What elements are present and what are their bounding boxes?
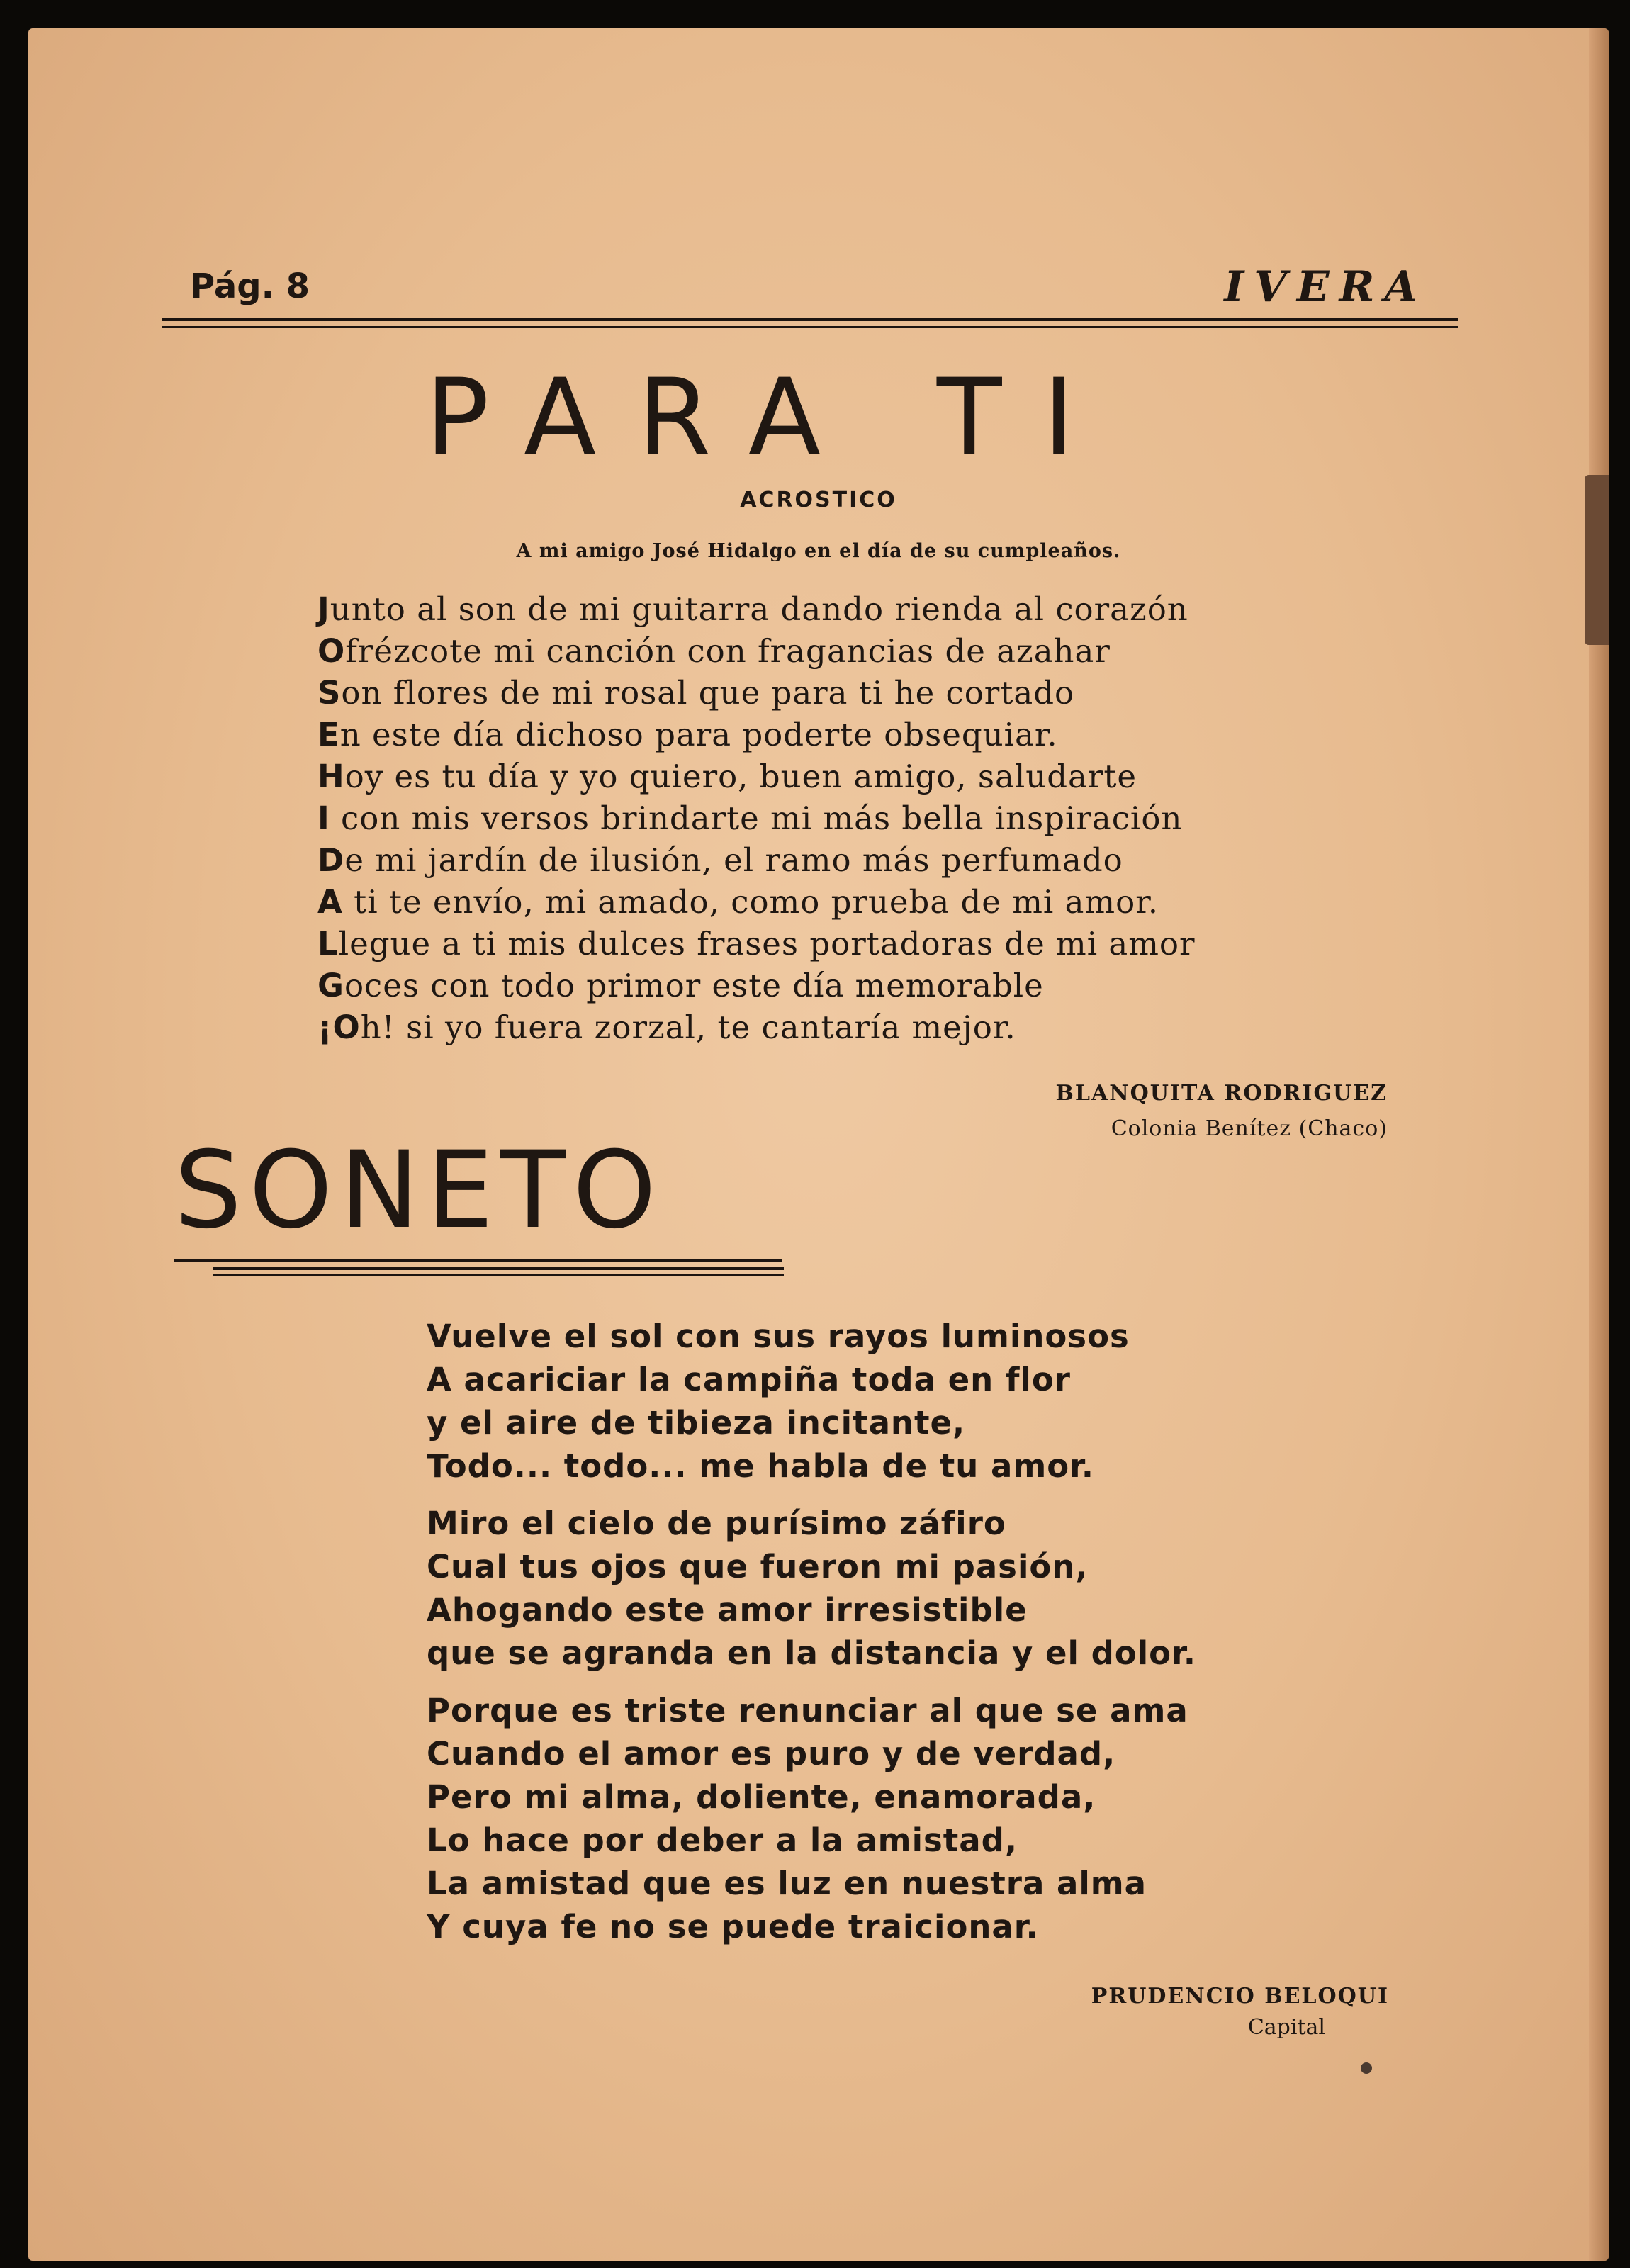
line-text: e mi jardín de ilusión, el ramo más perfumado <box>344 841 1123 879</box>
acrostic-initial: D <box>317 841 345 879</box>
author-name: PRUDENCIO BELOQUI <box>1091 1984 1389 2009</box>
header-rule <box>162 318 1458 321</box>
stanza <box>427 1502 1348 1675</box>
poem1-dedication: A mi amigo José Hidalgo en el día de su cumpleaños. <box>516 540 1121 562</box>
magazine-page <box>28 28 1609 2261</box>
poem2-body <box>427 1315 1348 1963</box>
author-place: Colonia Benítez (Chaco) <box>1111 1116 1388 1141</box>
line-text: n este día dichoso para poderte obsequiar. <box>339 716 1058 753</box>
poem-line: Y cuya fe no se puede traicionar. <box>427 1908 1039 1946</box>
title-rule <box>213 1267 784 1270</box>
poem2-title: SONETO <box>174 1129 663 1252</box>
poem-line <box>317 1006 1451 1048</box>
title-rule <box>174 1259 782 1262</box>
magazine-name: IVERA <box>1224 262 1427 312</box>
line-text: con mis versos brindarte mi más bella inspiración <box>330 799 1183 837</box>
poem1-subtitle: ACROSTICO <box>740 488 897 512</box>
title-rule <box>213 1274 784 1276</box>
header-rule-thin <box>162 326 1458 328</box>
poem1-title: PARA TI <box>425 357 1115 480</box>
line-text: on flores de mi rosal que para ti he cortado <box>341 674 1075 712</box>
stanza <box>427 1689 1348 1948</box>
page-number: Pág. 8 <box>190 266 310 306</box>
acrostic-initial: H <box>317 758 345 795</box>
poem-line: y el aire de tibieza incitante, <box>427 1404 966 1442</box>
line-text: unto al son de mi guitarra dando rienda al corazón <box>330 590 1188 628</box>
author-name: BLANQUITA RODRIGUEZ <box>1055 1081 1388 1106</box>
line-text: oy es tu día y yo quiero, buen amigo, saludarte <box>344 758 1137 795</box>
acrostic-initial: L <box>317 925 339 962</box>
poem-line: Todo... todo... me habla de tu amor. <box>427 1447 1095 1485</box>
poem-line: Lo hace por deber a la amistad, <box>427 1821 1018 1859</box>
page-header <box>162 262 1458 326</box>
acrostic-initial: A <box>317 883 343 921</box>
author-place: Capital <box>1247 2015 1325 2040</box>
poem1-signature <box>1056 1076 1388 1147</box>
poem-line <box>317 881 1451 923</box>
poem-line <box>317 923 1451 965</box>
stanza <box>427 1315 1348 1488</box>
page-edge <box>1589 28 1609 2261</box>
poem-line <box>317 839 1451 881</box>
line-text: ti te envío, mi amado, como prueba de mi amor. <box>342 883 1159 921</box>
poem-line: Ahogando este amor irresistible <box>427 1591 1028 1629</box>
poem-line <box>317 797 1451 839</box>
acrostic-initial: I <box>317 799 330 837</box>
poem-line: que se agranda en la distancia y el dolor. <box>427 1634 1196 1672</box>
line-text: frézcote mi canción con fragancias de azahar <box>345 632 1111 670</box>
poem-line: Miro el cielo de purísimo záfiro <box>427 1505 1006 1542</box>
poem-line: Porque es triste renunciar al que se ama <box>427 1692 1188 1729</box>
poem-line: La amistad que es luz en nuestra alma <box>427 1865 1147 1902</box>
poem-line: A acariciar la campiña toda en flor <box>427 1361 1071 1398</box>
poem-line <box>317 588 1451 630</box>
poem-line: Vuelve el sol con sus rayos luminosos <box>427 1318 1130 1355</box>
acrostic-initial: S <box>317 674 342 712</box>
acrostic-initial: J <box>317 590 330 628</box>
poem-line: Pero mi alma, doliente, enamorada, <box>427 1778 1096 1816</box>
acrostic-initial: O <box>317 632 346 670</box>
line-text: legue a ti mis dulces frases portadoras de mi amor <box>338 925 1196 962</box>
poem2-signature <box>1091 1981 1389 2043</box>
line-text: oces con todo primor este día memorable <box>344 967 1044 1004</box>
poem-line <box>317 630 1451 672</box>
acrostic-initial: E <box>317 716 340 753</box>
poem1-body <box>317 588 1451 1048</box>
poem-line: Cuando el amor es puro y de verdad, <box>427 1735 1116 1773</box>
poem-line <box>317 672 1451 714</box>
ink-spot <box>1361 2062 1372 2074</box>
line-text: h! si yo fuera zorzal, te cantaría mejor. <box>360 1009 1016 1046</box>
acrostic-initial: G <box>317 967 344 1004</box>
poem-line <box>317 965 1451 1006</box>
poem-line: Cual tus ojos que fueron mi pasión, <box>427 1548 1089 1585</box>
acrostic-initial: ¡O <box>317 1009 361 1046</box>
poem-line <box>317 756 1451 797</box>
poem-line <box>317 714 1451 756</box>
